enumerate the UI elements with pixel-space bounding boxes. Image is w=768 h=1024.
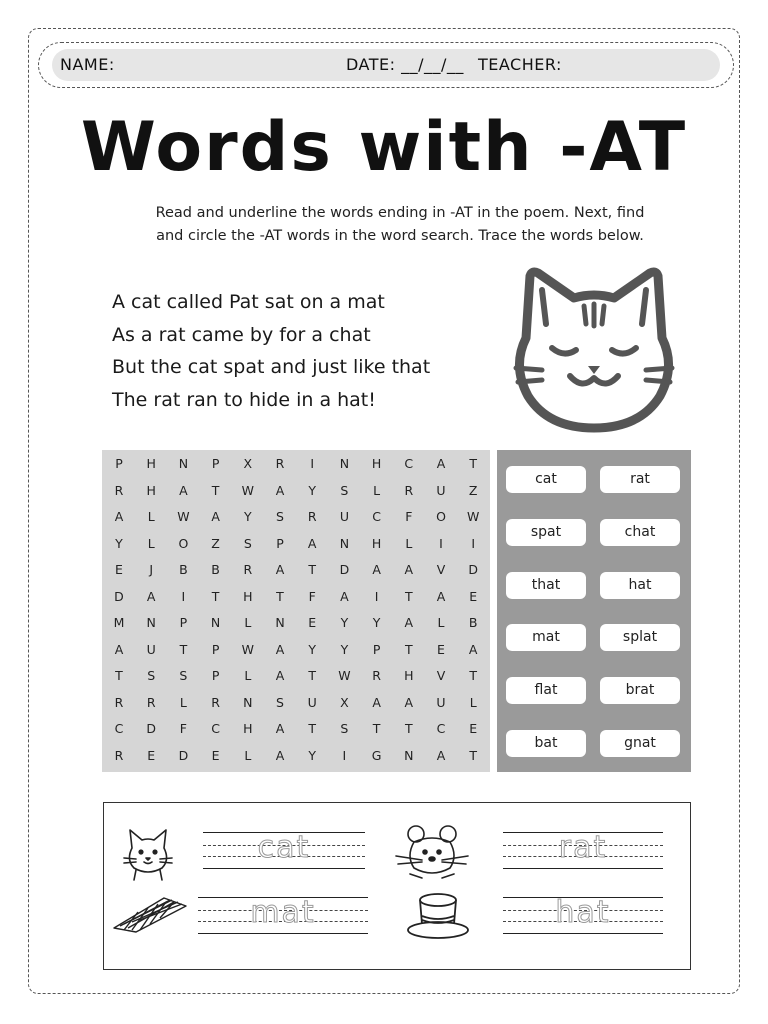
grid-letter: A xyxy=(114,509,124,524)
grid-letter: A xyxy=(404,562,414,577)
grid-letter: H xyxy=(146,456,156,471)
grid-letter: O xyxy=(178,535,189,551)
grid-letter: P xyxy=(276,535,284,551)
cat-face-icon xyxy=(508,266,680,434)
grid-letter: L xyxy=(373,482,381,498)
grid-letter: B xyxy=(468,615,478,630)
grid-letter: N xyxy=(404,747,414,763)
word-bank-item: chat xyxy=(600,519,680,546)
word-bank-item: splat xyxy=(600,624,680,651)
grid-letter: W xyxy=(241,482,254,498)
grid-letter: D xyxy=(114,588,124,604)
grid-letter: T xyxy=(211,482,220,498)
trace-base-line xyxy=(503,868,663,869)
grid-letter: S xyxy=(340,721,349,736)
grid-letter: H xyxy=(371,535,382,551)
teacher-label: TEACHER: xyxy=(478,55,562,74)
word-bank-item: that xyxy=(506,572,586,599)
grid-letter: T xyxy=(372,721,381,736)
grid-letter: P xyxy=(115,456,123,471)
poem-line: A cat called Pat sat on a mat xyxy=(112,291,385,313)
grid-letter: X xyxy=(243,456,253,471)
grid-letter: F xyxy=(308,588,316,604)
grid-letter: N xyxy=(178,456,189,471)
grid-letter: N xyxy=(146,615,156,630)
grid-letter: W xyxy=(467,509,480,524)
grid-letter: C xyxy=(114,721,124,736)
grid-letter: L xyxy=(147,509,155,524)
instructions-line-2: and circle the -AT words in the word search. Trace the words below. xyxy=(156,228,644,244)
grid-letter: A xyxy=(114,641,124,657)
grid-letter: A xyxy=(436,747,446,763)
grid-letter: H xyxy=(371,456,382,471)
grid-letter: T xyxy=(308,721,316,736)
grid-letter: D xyxy=(339,562,350,577)
poem-line: The rat ran to hide in a hat! xyxy=(112,388,376,411)
grid-letter: Y xyxy=(308,641,316,657)
grid-letter: C xyxy=(211,721,220,736)
grid-letter: R xyxy=(211,694,220,710)
grid-letter: A xyxy=(404,694,414,710)
word-bank-item: flat xyxy=(506,677,586,704)
grid-letter: L xyxy=(437,615,445,630)
word-bank-item: brat xyxy=(600,677,680,704)
trace-word: rat xyxy=(558,830,608,865)
cat-icon xyxy=(122,826,174,882)
grid-letter: T xyxy=(404,588,413,604)
grid-letter: N xyxy=(275,615,285,630)
grid-letter: E xyxy=(308,615,317,630)
grid-letter: Y xyxy=(308,482,316,498)
grid-letter: N xyxy=(339,456,350,471)
grid-letter: A xyxy=(275,747,285,763)
grid-letter: T xyxy=(469,668,477,683)
trace-row xyxy=(503,897,663,937)
grid-letter: H xyxy=(243,588,253,604)
grid-letter: S xyxy=(243,535,252,551)
poem xyxy=(112,286,430,416)
word-bank xyxy=(497,450,691,772)
trace-row xyxy=(198,897,368,937)
grid-letter: U xyxy=(307,694,317,710)
grid-letter: A xyxy=(275,641,285,657)
grid-letter: A xyxy=(468,641,478,657)
grid-letter: W xyxy=(241,641,254,657)
grid-letter: C xyxy=(436,721,446,736)
grid-letter: E xyxy=(469,588,478,604)
grid-letter: T xyxy=(469,456,477,471)
grid-letter: I xyxy=(342,747,347,763)
grid-letter: R xyxy=(114,482,124,498)
trace-base-line xyxy=(503,933,663,934)
grid-letter: A xyxy=(179,482,188,498)
trace-row xyxy=(203,832,365,872)
grid-letter: S xyxy=(147,668,156,683)
grid-letter: A xyxy=(436,456,446,471)
grid-letter: I xyxy=(374,588,379,604)
trace-word: cat xyxy=(257,830,311,865)
word-bank-item: cat xyxy=(506,466,586,493)
grid-letter: C xyxy=(404,456,414,471)
grid-letter: I xyxy=(471,535,476,551)
grid-letter: L xyxy=(469,694,477,710)
grid-letter: A xyxy=(275,668,285,683)
grid-letter: S xyxy=(276,509,284,524)
grid-letter: Y xyxy=(243,509,252,524)
word-bank-item: rat xyxy=(600,466,680,493)
word-search-grid xyxy=(102,450,490,772)
grid-letter: Y xyxy=(340,641,349,657)
grid-letter: D xyxy=(146,721,156,736)
grid-letter: A xyxy=(404,615,414,630)
grid-letter: T xyxy=(211,588,220,604)
grid-letter: U xyxy=(436,694,446,710)
grid-letter: D xyxy=(468,562,478,577)
poem-line: But the cat spat and just like that xyxy=(112,356,431,378)
grid-letter: E xyxy=(437,641,445,657)
grid-letter: B xyxy=(211,562,220,577)
word-bank-item: bat xyxy=(506,730,586,757)
grid-letter: N xyxy=(210,615,221,630)
grid-letter: I xyxy=(181,588,186,604)
grid-letter: S xyxy=(179,668,188,683)
grid-letter: T xyxy=(404,641,413,657)
date-label: DATE: __/__/__ xyxy=(346,55,464,74)
grid-letter: Z xyxy=(211,535,220,551)
grid-letter: R xyxy=(404,482,414,498)
mat-icon xyxy=(110,892,190,936)
grid-letter: R xyxy=(307,509,317,524)
grid-letter: Y xyxy=(115,535,123,551)
grid-letter: I xyxy=(439,535,443,551)
grid-letter: L xyxy=(147,535,155,551)
grid-letter: H xyxy=(243,721,253,736)
grid-letter: A xyxy=(275,482,285,498)
grid-letter: T xyxy=(308,668,316,683)
grid-letter: U xyxy=(339,509,349,524)
grid-letter: T xyxy=(276,588,284,604)
instructions xyxy=(100,202,700,248)
grid-letter: E xyxy=(211,747,220,763)
grid-letter: X xyxy=(340,694,349,710)
grid-letter: A xyxy=(307,535,317,551)
grid-letter: P xyxy=(211,456,220,471)
page-title: Words with -AT xyxy=(80,108,688,187)
poem-line: As a rat came by for a chat xyxy=(112,323,371,346)
rat-icon xyxy=(392,822,472,882)
grid-letter: L xyxy=(179,694,187,710)
grid-letter: J xyxy=(149,562,154,577)
grid-letter: F xyxy=(405,509,413,524)
grid-letter: Y xyxy=(372,615,381,630)
grid-letter: A xyxy=(372,562,381,577)
grid-letter: A xyxy=(275,721,285,736)
trace-word: hat xyxy=(555,895,611,930)
grid-letter: S xyxy=(276,694,284,710)
grid-letter: L xyxy=(244,615,252,630)
top-hat-icon xyxy=(406,890,470,942)
grid-letter: A xyxy=(372,694,381,710)
grid-letter: P xyxy=(211,641,220,657)
grid-letter: T xyxy=(308,562,316,577)
grid-letter: P xyxy=(372,641,381,657)
grid-letter: L xyxy=(244,747,252,763)
word-bank-item: gnat xyxy=(600,730,680,757)
grid-letter: M xyxy=(113,615,125,630)
grid-letter: E xyxy=(147,747,156,763)
grid-letter: L xyxy=(405,535,413,551)
grid-letter: R xyxy=(114,747,124,763)
grid-letter: N xyxy=(243,694,253,710)
trace-base-line xyxy=(198,933,368,934)
grid-letter: N xyxy=(339,535,350,551)
grid-letter: A xyxy=(211,509,220,524)
word-bank-item: spat xyxy=(506,519,586,546)
grid-letter: V xyxy=(436,668,446,683)
grid-letter: Z xyxy=(468,482,478,498)
grid-letter: C xyxy=(372,509,381,524)
trace-base-line xyxy=(203,868,365,869)
grid-letter: B xyxy=(179,562,188,577)
grid-letter: D xyxy=(178,747,189,763)
grid-letter: A xyxy=(340,588,349,604)
grid-letter: T xyxy=(469,747,477,763)
grid-letter: O xyxy=(436,509,446,524)
word-bank-item: mat xyxy=(506,624,586,651)
word-bank-item: hat xyxy=(600,572,680,599)
grid-letter: H xyxy=(146,482,156,498)
grid-letter: R xyxy=(243,562,253,577)
grid-letter: R xyxy=(146,694,156,710)
grid-letter: Y xyxy=(308,747,316,763)
grid-letter: Y xyxy=(340,615,349,630)
name-label: NAME: xyxy=(60,55,115,74)
grid-letter: R xyxy=(372,668,381,683)
grid-letter: T xyxy=(404,721,413,736)
grid-letter: H xyxy=(404,668,414,683)
grid-letter: A xyxy=(146,588,156,604)
grid-letter: W xyxy=(338,668,351,683)
grid-letter: U xyxy=(436,482,446,498)
grid-letter: L xyxy=(244,668,252,683)
grid-letter: T xyxy=(179,641,188,657)
trace-word: mat xyxy=(250,895,316,930)
instructions-line-1: Read and underline the words ending in -AT in the poem. Next, find xyxy=(155,205,645,221)
grid-letter: I xyxy=(310,456,315,471)
grid-letter: R xyxy=(114,694,124,710)
grid-letter: U xyxy=(146,641,156,657)
grid-letter: R xyxy=(275,456,285,471)
grid-letter: A xyxy=(275,562,285,577)
grid-letter: E xyxy=(469,721,478,736)
grid-letter: P xyxy=(179,615,188,630)
grid-letter: T xyxy=(115,668,123,683)
grid-letter: S xyxy=(340,482,349,498)
grid-letter: E xyxy=(115,562,123,577)
grid-letter: W xyxy=(177,509,190,524)
grid-letter: F xyxy=(179,721,187,736)
trace-row xyxy=(503,832,663,872)
grid-letter: G xyxy=(371,747,382,763)
grid-letter: A xyxy=(436,588,446,604)
grid-letter: P xyxy=(211,668,220,683)
grid-letter: V xyxy=(436,562,446,577)
